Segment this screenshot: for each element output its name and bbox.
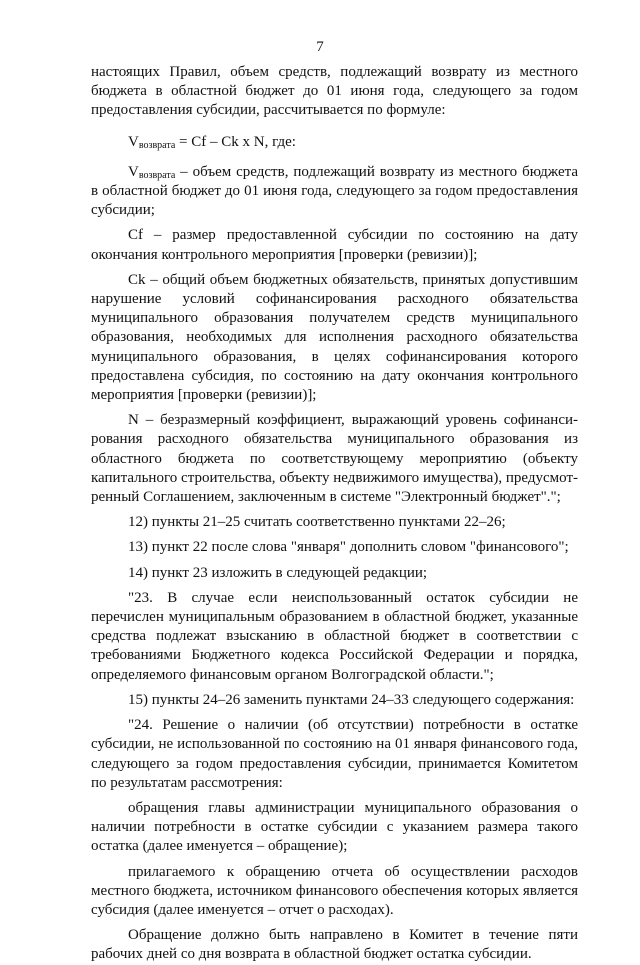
formula-subscript: возврата	[138, 139, 176, 151]
clause-24-item-appeal: обращения главы администрации муниципального образования о наличии потребности в остатке субсидии с указанием размера такого остатка (далее именуется – обращение);	[91, 799, 578, 855]
amendment-item-15: 15) пункты 24–26 заменить пунктами 24–33 следующего содержания:	[128, 691, 575, 708]
formula-v: V	[128, 133, 139, 150]
clause-24-item-report: прилагаемого к обращению отчета об осуществлении расходов местного бюджета, источником финансового обеспечения которых является субсидия (далее именуется – отчет о расходах).	[91, 863, 578, 918]
definition-subscript: возврата	[138, 169, 176, 181]
amendment-item-13: 13) пункт 22 после слова "января" дополнить словом "финансового";	[128, 539, 569, 556]
paragraph: настоящих Правил, объем средств, подлежащий возврату из местного бюджета в областной бюджет до 01 июня года, следующего за годом предоставления субсидии, рассчитывается по формуле:	[91, 64, 578, 119]
clause-24-deadline: Обращение должно быть направлено в Комитет в течение пяти рабочих дней со дня возврата в областной бюджет остатка субсидии.	[91, 927, 578, 963]
definition-v: V	[128, 163, 139, 180]
amendment-item-12: 12) пункты 21–25 считать соответственно пунктами 22–26;	[128, 514, 506, 531]
clause-24: "24. Решение о наличии (об отсутствии) потребности в остатке субсидии, не использованной по состоянию на 01 января финансового года, следующего за годом предоставления субсидии, принимается Комитетом по результатам рассмотрения:	[91, 717, 578, 791]
clause-23: "23. В случае если неиспользованный остаток субсидии не перечислен муниципальным образованием в областной бюджет, указанные средства подлежат взысканию в областной бюджет в соответствии с требованиями Бюджетного кодекса Российской Федерации и порядка, определяемого финансовым органом Волгоградской области.";	[91, 589, 578, 683]
document-body	[91, 63, 578, 965]
formula-definition-v	[91, 163, 578, 221]
formula-definition-ck: Ck – общий объем бюджетных обязательств, принятых допустившим нарушение условий софинансирования расходного обязательства муниципального образования получателем средств муниципального образования, необходимых для исполнения расходного обязательства муниципального образования, в целях софинансирования которого предоставлена субсидия, по состоянию на дату окончания контрольного мероприятия [проверки (ревизии)];	[91, 271, 578, 404]
formula-definition-cf: Cf – размер предоставленной субсидии по состоянию на дату окончания контрольного мероприятия [проверки (ревизии)];	[91, 227, 578, 263]
formula-expression: = Cf – Ck x N, где:	[175, 133, 296, 150]
formula-definition-n: N – безразмерный коэффициент, выражающий уровень софинанси-рования расходного обязательства муниципального образования из областного бюджета по соответствующему мероприятию (объекту капитального строительства, объекту недвижимого имущества), предусмот-ренный Соглашением, заключенным в системе "Электронный бюджет".";	[91, 412, 578, 506]
definition-text: – объем средств, подлежащий возврату из местного бюджета в областной бюджет до 01 июня года, следующего за годом предоставления субсидии;	[91, 163, 578, 219]
formula	[91, 133, 578, 152]
page-number: 7	[316, 39, 324, 55]
amendment-item-14: 14) пункт 23 изложить в следующей редакции;	[128, 564, 428, 581]
